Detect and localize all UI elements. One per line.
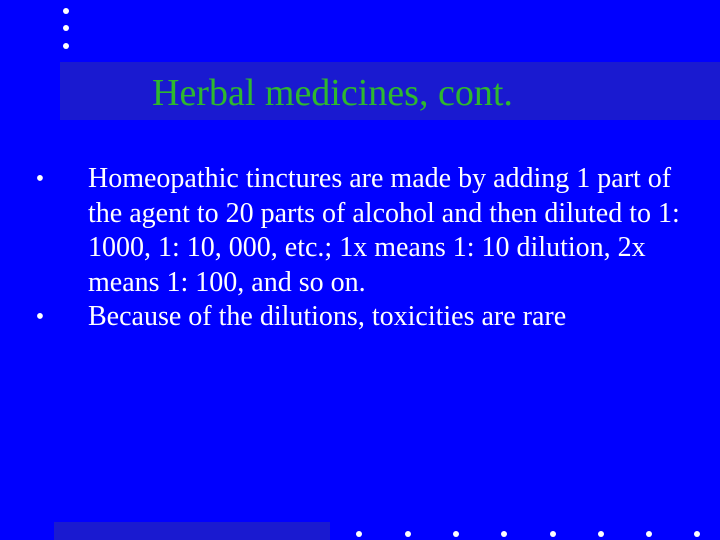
footer-band bbox=[54, 522, 330, 540]
bullet-item bbox=[30, 300, 690, 335]
bullet-item bbox=[30, 162, 690, 300]
decor-dot bbox=[550, 531, 556, 537]
decor-dot bbox=[646, 531, 652, 537]
bullet-text: Because of the dilutions, toxicities are rare bbox=[88, 301, 567, 332]
decor-dot bbox=[405, 531, 411, 537]
bullet-icon: • bbox=[35, 166, 45, 192]
decor-dot bbox=[63, 25, 69, 31]
decor-dot bbox=[598, 531, 604, 537]
decor-dot bbox=[453, 531, 459, 537]
decor-dot bbox=[63, 8, 69, 14]
bullet-icon: • bbox=[35, 304, 45, 330]
decor-dot bbox=[356, 531, 362, 537]
decor-dot bbox=[501, 531, 507, 537]
decor-dot bbox=[694, 531, 700, 537]
slide-title: Herbal medicines, cont. bbox=[152, 72, 513, 114]
bullet-text: Homeopathic tinctures are made by adding 1 part of the agent to 20 parts of alcohol and then diluted to 1: 1000, 1: 10, 000, etc.; 1x means 1: 10 dilution, 2x means 1: 100, and so on. bbox=[88, 163, 680, 298]
bullet-list bbox=[30, 162, 690, 335]
decor-dot bbox=[63, 43, 69, 49]
